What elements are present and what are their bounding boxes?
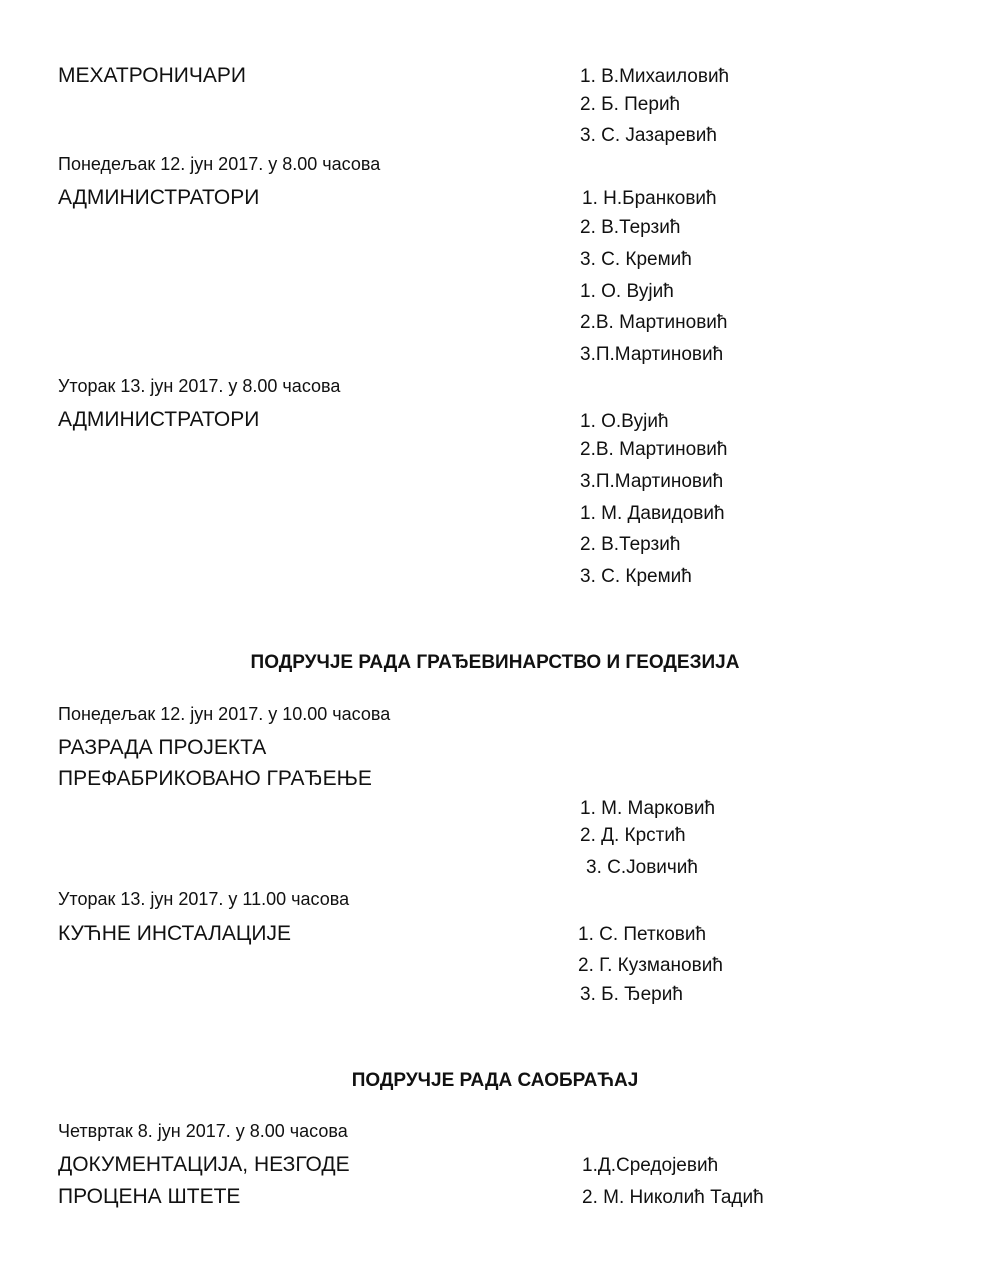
examiner-name: 2. В.Терзић (580, 534, 681, 555)
exam-date: Понедељак 12. јун 2017. у 8.00 часова (58, 154, 381, 174)
examiner-name: 1. С. Петковић (578, 924, 707, 945)
examiner-name: 3.П.Мартиновић (580, 471, 724, 492)
examiner-name: 3. С.Јовичић (586, 857, 698, 878)
examiner-name: 1. О. Вујић (580, 281, 674, 302)
exam-date: Уторак 13. јун 2017. у 8.00 часова (58, 376, 341, 396)
examiner-name: 2. Б. Перић (580, 94, 681, 115)
examiner-name: 1. М. Давидовић (580, 503, 725, 524)
examiner-name: 2. В.Терзић (580, 217, 681, 238)
examiner-name: 1.Д.Средојевић (582, 1155, 719, 1176)
examiner-name: 2.В. Мартиновић (580, 312, 728, 333)
section-heading: ПОДРУЧЈЕ РАДА ГРАЂЕВИНАРСТВО И ГЕОДЕЗИЈА (250, 652, 740, 673)
exam-date: Уторак 13. јун 2017. у 11.00 часова (58, 889, 350, 909)
subject-title: ПРЕФАБРИКОВАНО ГРАЂЕЊЕ (58, 767, 372, 790)
subject-title: АДМИНИСТРАТОРИ (58, 186, 260, 209)
examiner-name: 2.В. Мартиновић (580, 439, 728, 460)
examiner-name: 1. М. Марковић (580, 798, 716, 819)
examiner-name: 3. Б. Ђерић (580, 984, 683, 1005)
subject-title: АДМИНИСТРАТОРИ (58, 408, 260, 431)
section-heading: ПОДРУЧЈЕ РАДА САОБРАЋАЈ (351, 1070, 639, 1091)
examiner-name: 3.П.Мартиновић (580, 344, 724, 365)
subject-title: ПРОЦЕНА ШТЕТЕ (58, 1185, 241, 1208)
examiner-name: 3. С. Кремић (580, 566, 692, 587)
examiner-name: 1. В.Михаиловић (580, 66, 730, 87)
examiner-name: 3. С. Кремић (580, 249, 692, 270)
examiner-name: 2. Г. Кузмановић (578, 955, 723, 976)
exam-date: Понедељак 12. јун 2017. у 10.00 часова (58, 704, 391, 724)
exam-date: Четвртак 8. јун 2017. у 8.00 часова (58, 1121, 348, 1141)
examiner-name: 3. С. Јазаревић (580, 125, 717, 146)
examiner-name: 2. М. Николић Тадић (582, 1187, 764, 1208)
examiner-name: 1. Н.Бранковић (582, 188, 717, 209)
subject-title: КУЋНЕ ИНСТАЛАЦИЈЕ (58, 922, 291, 945)
subject-title: ДОКУМЕНТАЦИЈА, НЕЗГОДЕ (58, 1153, 350, 1176)
examiner-name: 1. О.Вујић (580, 411, 669, 432)
examiner-name: 2. Д. Крстић (580, 825, 686, 846)
subject-title: РАЗРАДА ПРОЈЕКТА (58, 736, 267, 759)
subject-title: МЕХАТРОНИЧАРИ (58, 64, 246, 87)
